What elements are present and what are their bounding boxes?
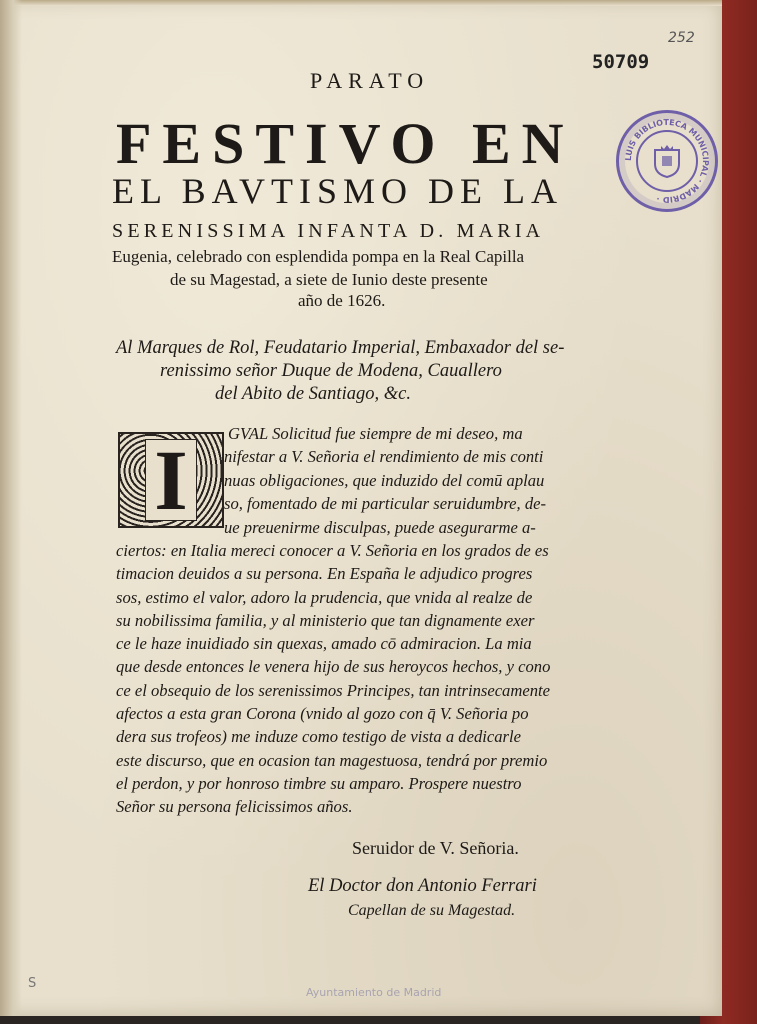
subtitle-line-2: de su Magestad, a siete de Iunio deste presente (170, 270, 488, 289)
author-role: Capellan de su Magestad. (348, 902, 516, 919)
dedication-line-1: Al Marques de Rol, Feudatario Imperial, Embaxador del se- (116, 338, 565, 358)
subtitle-line-1: Eugenia, celebrado con esplendida pompa en la Real Capilla (112, 247, 525, 266)
body-line: este discurso, que en ocasion tan magestuosa, tendrá por premio (116, 751, 548, 770)
stamp-ring (619, 113, 715, 209)
body-line: GVAL Solicitud fue siempre de mi deseo, ma (228, 424, 523, 443)
page-top-edge (0, 0, 722, 6)
body-line: su nobilissima familia, y al ministerio que tan dignamente exer (116, 611, 535, 630)
library-stamp (616, 110, 718, 212)
page-gutter (0, 0, 22, 1016)
watermark: Ayuntamiento de Madrid (306, 986, 442, 999)
margin-mark: S (28, 976, 37, 991)
body-line: so, fomentado de mi particular seruidumbre, de- (224, 494, 547, 513)
title-line-4: SERENISSIMA INFANTA D. MARIA (112, 220, 545, 242)
body-line: dera sus trofeos) me induze como testigo de vista a dedicarle (116, 727, 521, 746)
title-line-1: PARATO (310, 68, 430, 93)
body-line: Señor su persona felicissimos años. (116, 797, 353, 816)
subtitle-line-3: año de 1626. (298, 291, 386, 310)
title-line-2: FESTIVO EN (116, 111, 575, 176)
body-line: ce el obsequio de los serenissimos Principes, tan intrinsecamente (116, 681, 550, 700)
inventory-number: 50709 (592, 51, 650, 73)
pencil-note: 252 (668, 30, 695, 46)
decorated-initial (118, 432, 224, 528)
dedication-line-2: renissimo señor Duque de Modena, Cauallero (160, 361, 502, 381)
body-line: timacion deuidos a su persona. En España le adjudico progres (116, 564, 533, 583)
author-name: El Doctor don Antonio Ferrari (308, 876, 537, 896)
dedication-line-3: del Abito de Santiago, &c. (215, 384, 411, 404)
signoff: Seruidor de V. Señoria. (352, 838, 519, 858)
body-line: el perdon, y por honroso timbre su amparo. Prospere nuestro (116, 774, 522, 793)
body-line: ue preuenirme disculpas, puede asegurarme a- (224, 518, 536, 537)
body-line: ce le haze inuidiado sin quexas, amado cō admiracion. La mia (116, 634, 532, 653)
body-line: que desde entonces le venera hijo de sus heroycos hechos, y cono (116, 657, 551, 676)
stamp-ring-text: LUIS BIBLIOTECA MUNICIPAL · MADRID · (623, 117, 711, 205)
body-line: sos, estimo el valor, adoro la prudencia, que vnida al realze de (116, 588, 533, 607)
body-line: ciertos: en Italia mereci conocer a V. Señoria en los grados de es (116, 541, 549, 560)
body-line: nuas obligaciones, que induzido del comū aplau (224, 471, 545, 490)
initial-letter: I (145, 439, 196, 521)
body-line: nifestar a V. Señoria el rendimiento de mis conti (224, 447, 544, 466)
title-line-3: EL BAVTISMO DE LA (112, 171, 563, 211)
body-line: afectos a esta gran Corona (vnido al gozo con q̄ V. Señoria po (116, 704, 529, 723)
